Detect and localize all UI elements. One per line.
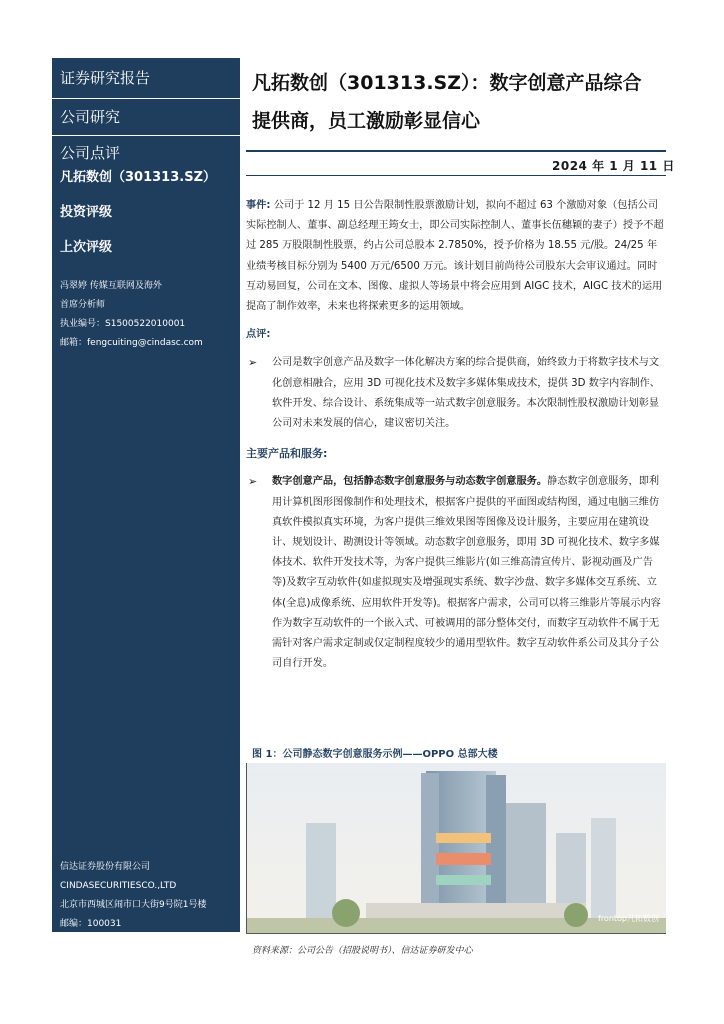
review-label: 点评: xyxy=(246,329,271,341)
products-text: 静态数字创意服务，即利用计算机图形图像制作和处理技术，根据客户提供的平面图或结构图，通过电脑三维仿真软件模拟真实环境，为客户提供三维效果图等图像及设计服务，主要应用在建筑设计、规划设计、勘测设计等领域。动态数字创意服务，即用 3D 可视化技术、数字多媒体技术、软件开发技术等，为客户提供三维影片(如三维高清宣传片、影视动画及广告等)及数字互动软件(如虚拟现实及增强现实系统、数字沙盘、数字多媒体交互系统、立体(全息)成像系统、应用软件开发等)。根据客户需求，公司可以将三维影片等展示内容作为数字互动软件的一个嵌入式、可被调用的部分整体交付，而数字互动软件不属于无需针对客户需求定制或仅定制程度较少的通用型软件。数字互动软件系公司及其分子公司自行开发。 xyxy=(272,476,661,670)
bullet-arrow-icon: ➢ xyxy=(248,475,258,489)
event-text: 公司于 12 月 15 日公告限制性股票激励计划，拟向不超过 63 个激励对象（包括公司实际控制人、董事、副总经理王筠女士，即公司实际控制人、董事长伍穗颖的妻子）授予不超过 285 万股限制性股票，约占公司总股本 2.7850%，授予价格为 18.55 元/股。24/25 年业绩考核目标分别为 5400 万元/6500 万元。该计划目前尚待公司股东大会审议通过。同时互动易回复，公司在文本、图像、虚拟人等场景中将会应用到 AIGC 技术，AIGC 技术的运用提高了制作效率，未来也将探索更多的运用领域。 xyxy=(246,200,664,313)
figure-caption: 图 1：公司静态数字创意服务示例——OPPO 总部大楼 xyxy=(252,749,498,760)
building-rendering-image xyxy=(246,763,666,933)
analyst-title: 首席分析师 xyxy=(60,300,106,310)
company-name-cn: 信达证券股份有限公司 xyxy=(60,862,151,872)
company-address: 北京市西城区闹市口大街9号院1号楼 xyxy=(60,900,207,910)
report-subtype: 公司点评 xyxy=(60,144,121,162)
report-category: 公司研究 xyxy=(52,99,240,136)
figure-image-oppo-hq xyxy=(246,763,666,933)
company-info xyxy=(52,858,240,934)
date-rule xyxy=(246,175,666,176)
stock-name: 凡拓数创（301313.SZ） xyxy=(60,170,217,185)
review-text: 公司是数字创意产品及数字一体化解决方案的综合提供商，始终致力于将数字技术与文化创意相融合，应用 3D 可视化技术及数字多媒体集成技术，提供 3D 数字内容制作、软件开发、综合设计、系统集成等一站式数字创意服务。本次限制性股权激励计划彰显公司对未来发展的信心，建议密切关注。 xyxy=(272,357,660,430)
bullet-arrow-icon: ➢ xyxy=(248,356,258,370)
analyst-license: 执业编号：S1500522010001 xyxy=(60,319,186,329)
title-line-2: 提供商，员工激励彰显信心 xyxy=(252,110,481,132)
company-name-en: CINDASECURITIESCO.,LTD xyxy=(60,881,177,891)
report-title xyxy=(252,64,677,140)
title-line-1: 凡拓数创（301313.SZ）：数字创意产品综合 xyxy=(252,72,642,94)
analyst-name: 冯翠婷 传媒互联网及海外 xyxy=(60,281,162,291)
figure-frame-left xyxy=(246,763,247,933)
report-sidebar xyxy=(52,58,240,932)
company-postcode: 邮编：100031 xyxy=(60,919,122,929)
review-bullet xyxy=(246,353,666,434)
products-bullet xyxy=(246,472,666,674)
products-bold-text: 数字创意产品，包括静态数字创意服务与动态数字创意服务。 xyxy=(272,476,548,488)
event-label: 事件: xyxy=(246,200,271,211)
figure-source: 资料来源：公司公告（招股说明书）、信达证券研发中心 xyxy=(252,946,473,956)
figure-frame-bottom xyxy=(246,933,666,934)
prev-rating-label: 上次评级 xyxy=(60,240,113,255)
products-label: 主要产品和服务: xyxy=(246,447,328,461)
analyst-email: 邮箱：fengcuiting@cindasc.com xyxy=(60,338,203,348)
report-date: 2024 年 1 月 11 日 xyxy=(552,159,675,173)
report-type: 证券研究报告 xyxy=(52,58,240,99)
event-paragraph xyxy=(246,196,666,317)
rating-label: 投资评级 xyxy=(60,205,113,220)
figure-watermark: frontop凡拓数创 xyxy=(598,914,660,923)
report-body xyxy=(246,196,666,674)
title-rule xyxy=(246,150,666,152)
